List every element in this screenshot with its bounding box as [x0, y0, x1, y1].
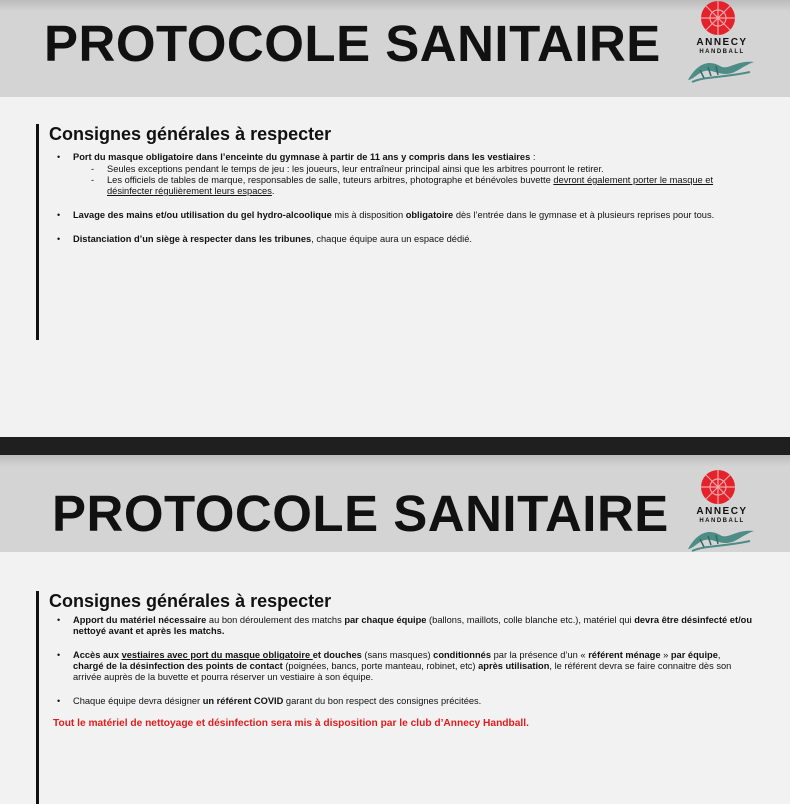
slide-2-heading: Consignes générales à respecter [49, 591, 332, 611]
bullet-handwash [49, 210, 752, 221]
mask-officials-end: . [271, 186, 275, 196]
locker-text-1: (sans masques) [361, 650, 434, 660]
locker-text-2: par la présence d’un « [491, 650, 589, 660]
distancing-rest: , chaque équipe aura un espace dédié. [311, 234, 472, 244]
mask-sub-officials [87, 175, 752, 197]
locker-bold-7: après utilisation [478, 661, 550, 671]
handwash-bold: Lavage des mains et/ou utilisation du gel hydro-alcoolique [73, 210, 332, 220]
bullet-locker-rooms [49, 650, 752, 683]
logo-name: ANNECY [696, 506, 748, 517]
handball-icon [700, 0, 736, 36]
distancing-bold: Distanciation d’un siège à respecter dans les tribunes [73, 234, 312, 244]
equipment-text-2: (ballons, maillots, colle blanche etc.), matériel qui [426, 615, 635, 625]
bullet-mask [49, 152, 752, 197]
mask-officials-text: Les officiels de tables de marque, responsables de salle, tuteurs arbitres, photographe et bénévoles buvette [107, 175, 554, 185]
slide-1-header [0, 0, 790, 97]
logo-sub: HANDBALL [699, 49, 745, 55]
slide-1-content [36, 124, 752, 340]
locker-text-6: , le référent devra se faire connaitre dès son arrivée auprès de la buvette et pourra réserver un vestiaire à son équipe. [73, 661, 732, 682]
red-note: Tout le matériel de nettoyage et désinfection sera mis à disposition par le club d’Annecy Handball. [53, 718, 529, 729]
mask-sub-list [73, 164, 752, 197]
bullet-covid-referent [49, 696, 752, 707]
locker-text-3: » [660, 650, 671, 660]
locker-bold-3: conditionnés [433, 650, 492, 660]
slide-2 [0, 455, 790, 804]
handwash-text-2: dès l’entrée dans le gymnase et à plusieurs reprises pour tous. [453, 210, 715, 220]
covid-text-1: Chaque équipe devra désigner [73, 696, 203, 706]
wave-icon [686, 56, 756, 84]
slide-1-heading: Consignes générales à respecter [49, 124, 332, 144]
bullet-mask-bold: Port du masque obligatoire dans l’enceinte du gymnase à partir de 11 ans y compris dans les vestiaires [73, 152, 531, 162]
locker-bold-6: chargé de la désinfection des points de contact [73, 661, 283, 671]
handwash-text-1: mis à disposition [331, 210, 406, 220]
slide-2-bullets [49, 615, 752, 707]
covid-bold: un référent COVID [202, 696, 284, 706]
equipment-text-1: au bon déroulement des matchs [206, 615, 345, 625]
locker-bold-5: par équipe [670, 650, 718, 660]
mask-sub-exceptions: - Seules exceptions pendant le temps de jeu : les joueurs, leur entraîneur principal ainsi que les arbitres pourront le retirer. [87, 164, 752, 175]
covid-text-2: garant du bon respect des consignes précitées. [283, 696, 482, 706]
slide-2-content [36, 591, 752, 804]
slide-1-bullets [49, 152, 752, 245]
locker-text-5: (poignées, bancs, porte manteau, robinet, etc) [282, 661, 479, 671]
annecy-handball-logo [678, 0, 762, 90]
equipment-bold: Apport du matériel nécessaire [73, 615, 207, 625]
handball-icon [700, 469, 736, 505]
slide-2-title: PROTOCOLE SANITAIRE [52, 485, 669, 542]
logo-sub: HANDBALL [699, 518, 745, 524]
locker-bold-1: Accès aux [73, 650, 122, 660]
locker-bold-4: référent ménage [588, 650, 661, 660]
logo-name: ANNECY [696, 37, 748, 48]
mask-officials-underline: devront également porter le masque et désinfecter régulièrement leurs espaces [107, 175, 714, 196]
locker-bold-2: et douches [312, 650, 362, 660]
wave-icon [686, 525, 756, 553]
slide-2-header [0, 455, 790, 552]
equipment-bold-3: devra être désinfecté et/ou nettoyé avant et après les matchs. [73, 615, 753, 636]
handwash-bold-2: obligatoire [405, 210, 454, 220]
slide-separator [0, 437, 790, 455]
slide-1-title: PROTOCOLE SANITAIRE [44, 15, 661, 72]
bullet-mask-rest: : [530, 152, 536, 162]
locker-underline: vestiaires avec port du masque obligatoire [121, 650, 313, 660]
annecy-handball-logo [678, 469, 762, 559]
equipment-bold-2: par chaque équipe [344, 615, 427, 625]
bullet-equipment [49, 615, 752, 637]
locker-text-4: , [717, 650, 721, 660]
bullet-distancing [49, 234, 752, 245]
